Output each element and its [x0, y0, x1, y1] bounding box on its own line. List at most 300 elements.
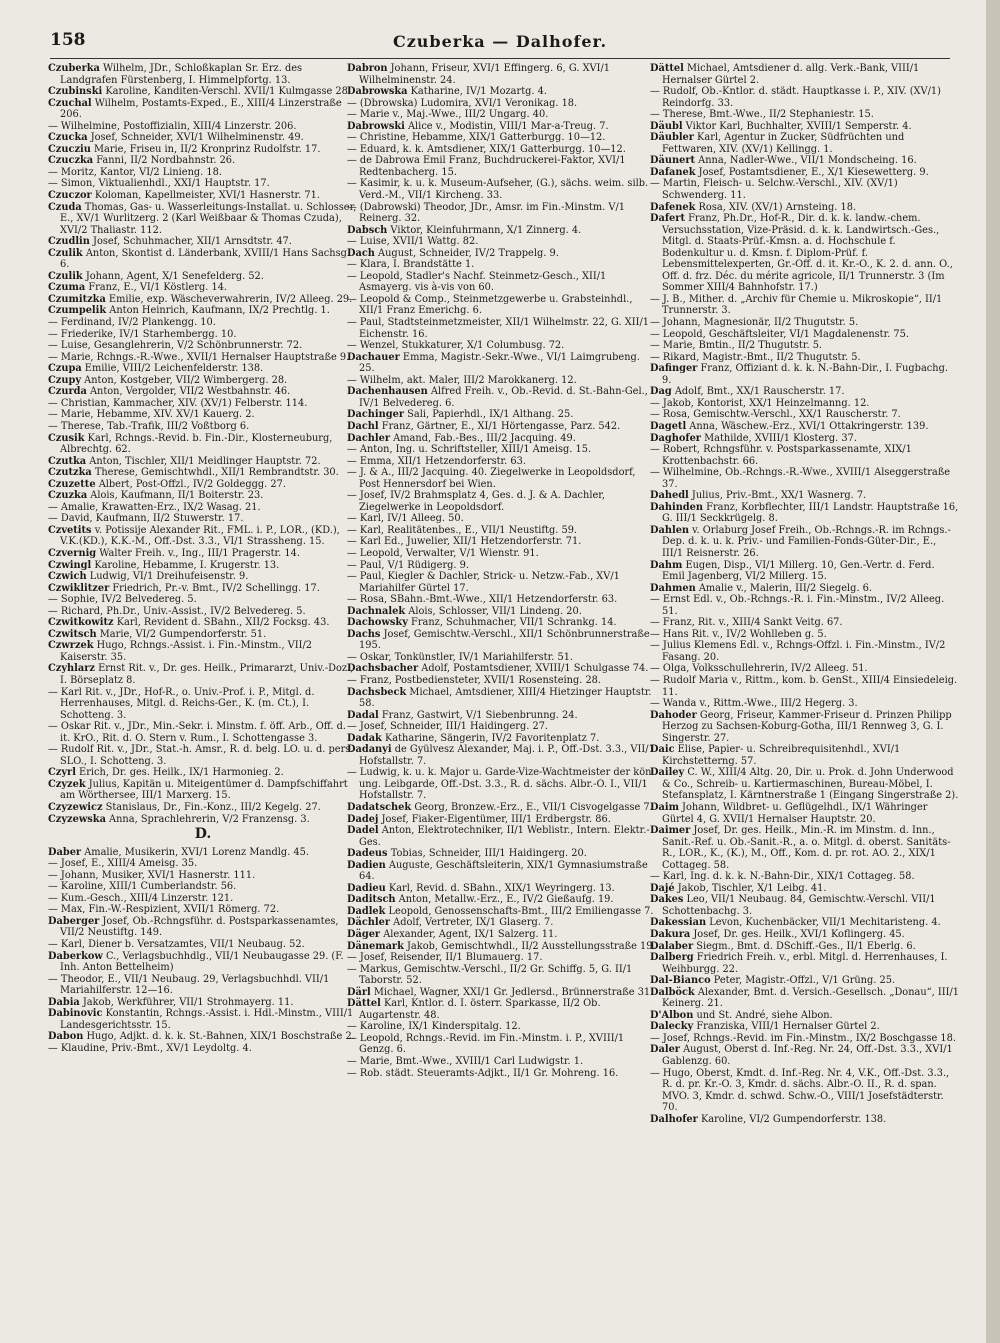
entry-details: Ernst Rit. v., Dr. ges. Heilk., Primararzt, Univ.-Doz., I. Börseplatz 8. [60, 663, 354, 686]
entry-details: — Josef, Schneider, III/1 Haidingerg. 27. [347, 721, 549, 733]
directory-entry [48, 456, 358, 468]
directory-entry [650, 1021, 960, 1033]
entry-surname: Dach [347, 247, 375, 259]
entry-surname: D'Albon [650, 1009, 694, 1021]
directory-entry [650, 1114, 960, 1126]
entry-details: — Christian, Kammacher, XIV. (XV/1) Felberstr. 114. [48, 397, 308, 409]
directory-entry [347, 1068, 657, 1080]
entry-details: Viktor Karl, Buchhalter, XVIII/1 Semperstr. 4. [682, 120, 912, 132]
entry-surname: Dadal [347, 709, 379, 721]
directory-entry [650, 894, 960, 917]
entry-details: — Karl, Realitätenbes., E., VII/1 Neustiftg. 59. [347, 524, 578, 536]
directory-entry [347, 144, 657, 156]
directory-entry [347, 1033, 657, 1056]
entry-details: — Leopold, Geschäftsleiter, VI/1 Magdalenenstr. 75. [650, 328, 910, 340]
directory-entry [650, 1010, 960, 1022]
entry-surname: Czyrl [48, 767, 76, 779]
directory-entry [650, 490, 960, 502]
entry-details: Adolf, Vertreter, IX/1 Glaserg. 7. [390, 917, 554, 929]
entry-details: Karl, Revident d. SBahn., XII/2 Focksg. 43. [113, 617, 330, 629]
directory-entry [650, 467, 960, 490]
directory-entry [650, 987, 960, 1010]
entry-surname: Dabia [48, 996, 80, 1008]
directory-entry [347, 721, 657, 733]
directory-entry [48, 144, 358, 156]
entry-surname: Dadanyi [347, 744, 392, 756]
directory-entry [650, 202, 960, 214]
directory-entry [650, 941, 960, 953]
entry-details: Jakob, Gemischtwhdl., II/2 Ausstellungsstraße 19. [403, 940, 656, 952]
entry-surname: Dachsbacher [347, 663, 419, 675]
directory-entry [48, 202, 358, 237]
entry-details: Rosa, XIV. (XV/1) Arnsteing. 18. [695, 201, 857, 213]
entry-surname: Däunert [650, 155, 696, 167]
entry-surname: Dag [650, 386, 672, 398]
entry-details: Johann, Agent, X/1 Senefelderg. 52. [82, 270, 264, 282]
directory-entry [347, 513, 657, 525]
directory-entry [347, 1056, 657, 1068]
entry-details: und St. André, siehe Albon. [693, 1009, 833, 1021]
directory-entry [347, 675, 657, 687]
entry-details: Anton, Metallw.-Erz., E., IV/2 Gießaufg. 19. [395, 894, 614, 906]
entry-details: Siegm., Bmt. d. DSchiff.-Ges., II/1 Eberlg. 6. [693, 940, 916, 952]
directory-entry [347, 629, 657, 652]
entry-surname: Dachl [347, 420, 379, 432]
entry-surname: Dalhofer [650, 1113, 698, 1125]
directory-entry [650, 178, 960, 201]
entry-details: — (Dbrowska) Ludomira, XVI/1 Veronikag. 18. [347, 97, 578, 109]
entry-details: Friedrich, Pr.-v. Bmt., IV/2 Schellingg. 17. [109, 582, 320, 594]
entry-details: Friedrich Freih. v., erbl. Mitgl. d. Herrenhauses, I. Weihburgg. 22. [662, 952, 948, 975]
entry-surname: Czwingl [48, 559, 92, 571]
entry-details: v. Potissije Alexander Rit., FML. i. P., LOR., (KD.), V.K.(KD.), K.K.-M., Off.-Dst. 3.3., VI/1 Strassheng. 15. [60, 524, 340, 548]
entry-details: Franz, Schuhmacher, VII/1 Schrankg. 14. [407, 617, 617, 629]
entry-details: — Hugo, Oberst, Kmdt. d. Inf.-Reg. Nr. 4, V.K., Off.-Dst. 3.3., R. d. pr. Kr.-O. 3, Kmdr. d. sächs. Albr.-O. II., R. d. span. MVO. 3, Kmdr. d. schwd. Schw.-O., VIII/1 Josefstädterstr. 70. [650, 1067, 950, 1114]
entry-details: — Rudolf Rit. v., JDr., Stat.-h. Amsr., R. d. belg. LO. u. d. pers. SLO., I. Schotteng. 3. [48, 744, 354, 767]
entry-details: — Wilhelmine, Ob.-Rchngs.-R.-Wwe., XVIII/1 Alseggerstraße 37. [650, 467, 951, 490]
entry-surname: Däubl [650, 120, 683, 132]
directory-entry [347, 987, 657, 999]
entry-surname: Dachauer [347, 351, 400, 363]
entry-details: Franz, E., VI/1 Köstlerg. 14. [85, 282, 228, 294]
entry-surname: Dadien [347, 859, 386, 871]
entry-details: — Paul, Kiegler & Dachler, Strick- u. Netzw.-Fab., XV/1 Mariahilfer Gürtel 17. [347, 571, 620, 594]
directory-entry [48, 663, 358, 686]
entry-details: — J. & A., III/2 Jacquing. 40. Ziegelwerke in Leopoldsdorf, Post Hennersdorf bei Wien. [347, 467, 636, 490]
directory-entry [48, 190, 358, 202]
entry-details: — Rosa, SBahn.-Bmt.-Wwe., XII/1 Hetzendorferstr. 63. [347, 594, 618, 606]
entry-details: Josef, Ob.-Rchngsführ. d. Postsparkassenamtes, VII/2 Neustiftg. 149. [60, 915, 339, 939]
column-2 [347, 63, 657, 1325]
entry-details: Karoline, Kanditen-Verschl. XVII/1 Kulmgasse 28. [102, 86, 351, 98]
directory-entry [650, 213, 960, 294]
directory-entry [48, 802, 358, 814]
entry-surname: Czuzette [48, 478, 96, 490]
entry-surname: Czudlin [48, 236, 90, 248]
directory-entry [347, 617, 657, 629]
directory-entry [347, 433, 657, 445]
entry-details: — Wenzel, Stukkaturer, X/1 Columbusg. 72. [347, 340, 565, 352]
directory-entry [347, 409, 657, 421]
entry-details: Koloman, Kapellmeister, XVI/1 Hasnerstr. 71. [91, 190, 320, 202]
directory-entry [48, 317, 358, 329]
directory-entry [347, 386, 657, 409]
entry-details: Franz, Gärtner, E., XI/1 Hörtengasse, Parz. 542. [378, 420, 621, 432]
entry-details: Alfred Freih. v., Ob.-Revid. d. St.-Bahn-Gel., IV/1 Belvedereg. 6. [359, 386, 648, 409]
entry-surname: Czwich [48, 571, 87, 583]
entry-surname: Dagetl [650, 420, 687, 432]
entry-surname: Dal-Bianco [650, 975, 711, 987]
directory-entry [347, 178, 657, 201]
entry-surname: Daberkow [48, 950, 103, 962]
directory-entry [48, 340, 358, 352]
entry-details: — Hans Rit. v., IV/2 Wohlleben g. 5. [650, 628, 827, 640]
directory-entry [650, 525, 960, 560]
entry-surname: Dachowsky [347, 617, 408, 629]
entry-details: — Rudolf, Ob.-Kntlor. d. städt. Hauptkasse i. P., XIV. (XV/1) Reindorfg. 33. [650, 86, 941, 109]
directory-entry [48, 271, 358, 283]
directory-entry [48, 63, 358, 86]
entry-details: Anton Heinrich, Kaufmann, IX/2 Prechtlg. 1. [106, 305, 330, 317]
directory-entry [650, 1033, 960, 1045]
directory-entry [347, 1021, 657, 1033]
entry-details: Alexander, Bmt. d. Versich.-Gesellsch. „Donau“, III/1 Keinerg. 21. [662, 986, 960, 1010]
directory-entry [650, 710, 960, 745]
directory-entry [650, 502, 960, 525]
entry-details: — Therese, Bmt.-Wwe., II/2 Stephaniestr. 15. [650, 109, 874, 121]
directory-entry [650, 952, 960, 975]
directory-entry [650, 329, 960, 341]
entry-details: Julius, Priv.-Bmt., XX/1 Wasnerg. 7. [688, 490, 867, 502]
directory-entry [48, 502, 358, 514]
entry-details: — Theodor, E., VII/1 Neubaug. 29, Verlagsbuchhdl. VII/1 Mariahilferstr. 12—16. [48, 973, 330, 997]
entry-surname: Dakessian [650, 917, 707, 929]
directory-entry [48, 421, 358, 433]
entry-details: Stanislaus, Dr., Fin.-Konz., III/2 Kegelg. 27. [102, 802, 321, 813]
entry-details: — Leopold, Stadler's Nachf. Steinmetz-Gesch., XII/1 Asmayerg. vis à-vis von 60. [347, 270, 607, 294]
directory-entry [48, 583, 358, 595]
entry-details: Anton, Tischler, XII/1 Meidlinger Hauptstr. 72. [86, 455, 321, 467]
directory-entry [48, 881, 358, 893]
entry-details: — Klaudine, Priv.-Bmt., XV/1 Leydoltg. 4. [48, 1042, 252, 1054]
directory-entry [347, 744, 657, 767]
directory-entry [650, 155, 960, 167]
entry-details: C. W., XIII/4 Altg. 20, Dir. u. Prok. d. John Underwood & Co., Schreib- u. Kartiermaschinen, Bureau-Möbel, I. Stefansplatz, I. Kärntnerstraße 1 (Eingang Singerstraße 2). [662, 767, 959, 802]
entry-details: — Markus, Gemischtw.-Verschl., II/2 Gr. Schiffg. 5, G. II/1 Taborstr. 52. [347, 963, 633, 987]
entry-details: — Franz, Rit. v., XIII/4 Sankt Veitg. 67. [650, 617, 843, 629]
entry-details: — Rikard, Magistr.-Bmt., II/2 Thugutstr. 5. [650, 351, 861, 363]
directory-entry [347, 444, 657, 456]
directory-entry [48, 329, 358, 341]
entry-details: Josef, Fiaker-Eigentümer, III/1 Erdbergstr. 86. [378, 813, 611, 825]
entry-details: — Ferdinand, IV/2 Plankengg. 10. [48, 317, 216, 329]
directory-entry [347, 860, 657, 883]
directory-entry [650, 767, 960, 802]
directory-entry [48, 814, 358, 826]
directory-entry [347, 121, 657, 133]
entry-details: Anton, Elektrotechniker, II/1 Weblistr., Intern. Elektr.-Ges. [359, 825, 650, 848]
entry-details: Franz, Korbflechter, III/1 Landstr. Hauptstraße 16, G. III/1 Seckkrügelg. 8. [662, 501, 959, 525]
entry-surname: Czwrzek [48, 640, 94, 652]
directory-entry [347, 340, 657, 352]
directory-entry [650, 583, 960, 595]
directory-entry [650, 663, 960, 675]
header-rule [50, 58, 950, 59]
entry-details: — Eduard, k. k. Amtsdiener, XIX/1 Gatterburgg. 10—12. [347, 143, 626, 155]
entry-details: — Marie, Hebamme, XIV. XV/1 Kauerg. 2. [48, 409, 255, 421]
directory-entry [650, 317, 960, 329]
entry-details: — Simon, Viktualienhdl., XXI/1 Hauptstr. 17. [48, 178, 270, 190]
entry-details: Michael, Wagner, XXI/1 Gr. Jedlersd., Brünnerstraße 31. [370, 986, 654, 998]
entry-surname: Dalecky [650, 1021, 694, 1033]
directory-entry [650, 640, 960, 663]
directory-entry [48, 560, 358, 572]
entry-details: Michael, Amtsdiener d. allg. Verk.-Bank, VIII/1 Hernalser Gürtel 2. [662, 63, 920, 86]
directory-entry [650, 363, 960, 386]
entry-details: Michael, Amtsdiener, XIII/4 Hietzinger Hauptstr. 58. [359, 686, 652, 710]
entry-surname: Dahm [650, 559, 683, 571]
directory-entry [48, 525, 358, 548]
entry-details: Emilie, exp. Wäscheverwahrerin, IV/2 Alleeg. 29. [105, 293, 353, 305]
directory-entry [347, 259, 657, 271]
entry-surname: Dahlen [650, 524, 690, 536]
directory-entry [650, 167, 960, 179]
directory-entry [347, 421, 657, 433]
entry-surname: Dadej [347, 813, 379, 825]
entry-details: — Franz, Postbediensteter, XVII/1 Rosensteing. 28. [347, 674, 602, 686]
directory-entry [48, 721, 358, 744]
entry-details: Franz, Ph.Dr., Hof-R., Dir. d. k. k. landw.-chem. Versuchsstation, Vize-Präsid. d. k. k. Landwirtsch.-Ges., Mitgl. d. Staats-Prüf.-Kmsn. a. d. Hochschule f. Bodenkultur u. d. Kmsn. f. Diplom-Prüf. f. Lebensmittelexperten, Gr.-Off. d. it. Kr.-O., K. 2. d. ann. O., Off. d. frz. Déc. du mérite agricole, II/1 Trunnerstr. 3 (Im Sommer XIII/4 Bahnhofstr. 17.) [662, 213, 953, 294]
entry-surname: Dabon [48, 1031, 84, 1043]
entry-details: Johann, Friseur, XVI/1 Effingerg. 6, G. XVI/1 Wilhelminenstr. 24. [359, 63, 611, 86]
entry-surname: Dabrowska [347, 86, 408, 98]
entry-surname: Dabsch [347, 224, 388, 236]
entry-surname: Dadel [347, 825, 379, 837]
directory-entry [347, 894, 657, 906]
directory-entry [48, 409, 358, 421]
entry-details: Hugo, Rchngs.-Assist. i. Fin.-Minstm., VII/2 Kaiserstr. 35. [60, 640, 313, 663]
entry-surname: Czumitzka [48, 293, 106, 305]
entry-details: Amand, Fab.-Bes., III/2 Jacquing. 49. [390, 432, 576, 444]
directory-entry [48, 513, 358, 525]
entry-details: Josef, Schuhmacher, XII/1 Arnsdtstr. 47. [89, 236, 292, 248]
entry-details: Anna, Wäschew.-Erz., XVI/1 Ottakringerstr. 139. [686, 420, 929, 432]
directory-entry [48, 640, 358, 663]
entry-surname: Czvernig [48, 547, 97, 559]
entry-details: Adolf, Bmt., XX/1 Rauscherstr. 17. [671, 386, 845, 398]
directory-entry [650, 444, 960, 467]
entry-details: — Karl, IV/1 Alleeg. 50. [347, 513, 464, 525]
entry-surname: Czwitsch [48, 628, 97, 640]
entry-details: Eugen, Disp., VI/1 Millerg. 10, Gen.-Vertr. d. Ferd. Emil Jagenberg, VI/2 Millerg. 15. [662, 559, 935, 583]
entry-details: Karl, Agentur in Zucker, Südfrüchten und Fettwaren, XIV. (XV/1) Kellingg. 1. [662, 132, 905, 155]
entry-details: — Josef, E., XIII/4 Ameisg. 35. [48, 858, 198, 870]
entry-details: — Karoline, XIII/1 Cumberlandstr. 56. [48, 881, 237, 893]
directory-entry [48, 548, 358, 560]
entry-details: Fanni, II/2 Nordbahnstr. 26. [93, 155, 236, 167]
directory-entry [347, 98, 657, 110]
directory-entry [347, 687, 657, 710]
directory-entry [48, 155, 358, 167]
entry-surname: Czuczor [48, 190, 92, 202]
directory-entry [650, 132, 960, 155]
directory-entry [347, 848, 657, 860]
entry-details: — Josef, Reisender, II/1 Blumauerg. 17. [347, 952, 543, 964]
page-edge [986, 0, 1000, 1343]
directory-entry [347, 236, 657, 248]
entry-surname: Dailey [650, 767, 685, 779]
directory-entry [650, 675, 960, 698]
entry-details: Anna, Sprachlehrerin, V/2 Franzensg. 3. [105, 813, 310, 825]
entry-surname: Dalberg [650, 952, 694, 964]
entry-surname: Dachs [347, 628, 381, 640]
entry-details: Katharine, IV/1 Mozartg. 4. [407, 86, 547, 98]
directory-entry [347, 929, 657, 941]
entry-surname: Czyzewicz [48, 802, 103, 813]
entry-details: Mathilde, XVIII/1 Klosterg. 37. [700, 432, 857, 444]
entry-details: C., Verlagsbuchhdlg., VII/1 Neubaugasse 29. (F. Inh. Anton Bettelheim) [60, 950, 344, 974]
directory-entry [347, 109, 657, 121]
entry-details: — Olga, Volksschullehrerin, IV/2 Alleeg. 51. [650, 663, 868, 675]
entry-details: Karoline, Hebamme, I. Krugerstr. 13. [91, 559, 280, 571]
entry-details: Amalie v., Malerin, III/2 Siegelg. 6. [695, 582, 873, 594]
directory-entry [347, 467, 657, 490]
entry-details: — Karl Ed., Juwelier, XII/1 Hetzendorferstr. 71. [347, 536, 582, 548]
directory-entry [650, 433, 960, 445]
entry-details: — Kasimir, k. u. k. Museum-Aufseher, (G.), sächs. weim. silb. Verd.-M., VII/1 Kircheng. 33. [347, 178, 649, 202]
entry-surname: Dadak [347, 732, 382, 744]
entry-details: — de Dabrowa Emil Franz, Buchdruckerei-Faktor, XVI/1 Redtenbacherg. 15. [347, 155, 626, 178]
directory-entry [650, 594, 960, 617]
entry-surname: Dabron [347, 63, 388, 74]
entry-details: Karl, Rchngs.-Revid. b. Fin.-Dir., Klosterneuburg, Albrechtg. 62. [60, 432, 333, 456]
entry-surname: Dajé [650, 882, 675, 894]
entry-details: — Leopold & Comp., Steinmetzgewerbe u. Grabsteinhdl., XII/1 Franz Emerichg. 6. [347, 293, 633, 317]
directory-entry [650, 121, 960, 133]
directory-entry [48, 294, 358, 306]
entry-details: Elise, Papier- u. Schreibrequisitenhdl., XVI/1 Kirchstetterng. 57. [662, 744, 901, 767]
column-1 [48, 63, 358, 1325]
entry-details: Levon, Kuchenbäcker, VII/1 Mechitaristeng. 4. [706, 917, 941, 929]
directory-entry [650, 1044, 960, 1067]
directory-entry [650, 340, 960, 352]
entry-details: — Josef, Rchngs.-Revid. im Fin.-Minstm., IX/2 Boschgasse 18. [650, 1032, 956, 1044]
directory-entry [650, 698, 960, 710]
entry-surname: Czucka [48, 132, 88, 144]
directory-entry [48, 363, 358, 375]
directory-entry [347, 906, 657, 918]
entry-surname: Dadlek [347, 905, 386, 917]
directory-entry [347, 560, 657, 572]
entry-details: — Johann, Magnesionär, II/2 Thugutstr. 5. [650, 317, 859, 329]
directory-entry [48, 352, 358, 364]
directory-entry [48, 375, 358, 387]
entry-surname: Czuberka [48, 63, 100, 74]
entry-details: — Martin, Fleisch- u. Selchw.-Verschl., XIV. (XV/1) Schwenderg. 11. [650, 178, 898, 202]
directory-entry [48, 571, 358, 583]
directory-entry [48, 398, 358, 410]
entry-details: — Leopold, Verwalter, V/1 Wienstr. 91. [347, 547, 539, 559]
entry-surname: Czuda [48, 201, 82, 213]
directory-entry [48, 779, 358, 802]
entry-surname: Dahmen [650, 582, 696, 594]
directory-entry [347, 317, 657, 340]
entry-details: Leopold, Genossenschafts-Bmt., III/2 Emiliengasse 7. [385, 905, 654, 917]
entry-surname: Czwiklitzer [48, 582, 110, 594]
entry-details: — Kum.-Gesch., XIII/4 Linzerstr. 121. [48, 892, 234, 904]
directory-entry [48, 687, 358, 722]
entry-surname: Czyzek [48, 778, 86, 790]
entry-surname: Czuczka [48, 155, 94, 167]
entry-surname: Däubler [650, 132, 694, 144]
entry-details: — Marie, Bmtin., II/2 Thugutstr. 5. [650, 340, 823, 352]
entry-surname: Czuchal [48, 97, 92, 109]
entry-surname: Dalböck [650, 986, 695, 998]
entry-details: Karl, Revid. d. SBahn., XIX/1 Weyringerg. 13. [385, 882, 615, 894]
directory-entry [48, 490, 358, 502]
directory-entry [347, 248, 657, 260]
entry-details: — Rudolf Maria v., Rittm., kom. b. GenSt., XIII/4 Einsiedeleig. 11. [650, 674, 958, 698]
section-letter: D. [194, 826, 212, 843]
entry-details: — Marie, Bmt.-Wwe., XVIII/1 Carl Ludwigstr. 1. [347, 1056, 584, 1068]
entry-surname: Dadieu [347, 882, 386, 894]
entry-details: Katharine, Sängerin, IV/2 Favoritenplatz 7. [381, 732, 600, 744]
entry-details: — Rob. städt. Steueramts-Adjkt., II/1 Gr. Mohreng. 16. [347, 1067, 619, 1079]
entry-details: — Richard, Ph.Dr., Univ.-Assist., IV/2 Belvedereg. 5. [48, 605, 306, 617]
entry-surname: Dakes [650, 894, 684, 906]
entry-details: Julius, Kapitän u. Miteigentümer d. Dampfschiffahrt am Wörthersee, III/1 Marxerg. 15. [60, 778, 348, 802]
directory-entry [347, 767, 657, 802]
entry-details: Thomas, Gas- u. Wasserleitungs-Installat. u. Schlosser, E., XV/1 Wurlitzerg. 2 (Karl Weißbaar & Thomas Czuda), XVI/2 Thaliastr. 112. [60, 201, 357, 236]
directory-entry [347, 490, 657, 513]
directory-entry [48, 847, 358, 859]
entry-details: Hugo, Adjkt. d. k. k. St.-Bahnen, XIX/1 Boschstraße 2. [83, 1031, 355, 1043]
entry-details: Viktor, Kleinfuhrmann, X/1 Zinnerg. 4. [387, 224, 582, 236]
entry-details: Sali, Papierhdl., IX/1 Althang. 25. [404, 409, 574, 421]
directory-entry [48, 767, 358, 779]
entry-surname: Czumpelik [48, 305, 107, 317]
directory-entry [347, 814, 657, 826]
entry-details: — Christine, Hebamme, XIX/1 Gatterburgg. 10—12. [347, 132, 606, 144]
directory-entry [650, 629, 960, 641]
entry-surname: Czvetits [48, 524, 92, 536]
directory-entry [48, 1008, 358, 1031]
entry-details: — Karoline, IX/1 Kinderspitalg. 12. [347, 1021, 521, 1033]
entry-details: Karoline, VI/2 Gumpendorferstr. 138. [697, 1113, 887, 1125]
entry-surname: Daber [48, 846, 82, 858]
directory-entry [347, 917, 657, 929]
entry-details: — Ludwig, k. u. k. Major u. Garde-Vize-Wachtmeister der kön. ung. Leibgarde, Off.-Dst. 3.3., R. d. sächs. Albr.-O. I., VII/1 Hofstallstr. 7. [347, 767, 655, 802]
entry-surname: Czupy [48, 374, 82, 386]
entry-details: — Klara, I. Brandstätte 1. [347, 259, 475, 271]
directory-entry [650, 744, 960, 767]
entry-details: — Johann, Musiker, XVI/1 Hasnerstr. 111. [48, 869, 256, 881]
directory-entry [650, 871, 960, 883]
entry-details: — Josef, IV/2 Brahmsplatz 4, Ges. d. J. & A. Dachler, Ziegelwerke in Leopoldsdorf. [347, 490, 605, 513]
entry-details: v. Orlaburg Josef Freih., Ob.-Rchngs.-R. im Rchngs.-Dep. d. k. u. k. Priv.- und Familien-Fonds-Güter-Dir., E., III/1 Reisnerstr. 26. [662, 524, 951, 559]
entry-surname: Dafert [650, 213, 685, 225]
entry-details: — Wilhelm, akt. Maler, III/2 Marokkanerg. 12. [347, 374, 577, 386]
entry-details: Anton, Skontist d. Länderbank, XVIII/1 Hans Sachsg. 6. [60, 247, 350, 271]
directory-entry [347, 548, 657, 560]
entry-surname: Dachler [347, 432, 391, 444]
entry-details: — David, Kaufmann, II/2 Stuwerstr. 17. [48, 513, 244, 525]
entry-details: — Rosa, Gemischtw.-Verschl., XX/1 Rauscherstr. 7. [650, 409, 901, 421]
entry-details: Emilie, VIII/2 Leichenfelderstr. 138. [81, 363, 264, 375]
entry-surname: Daditsch [347, 894, 396, 906]
entry-surname: Dättel [650, 63, 684, 74]
entry-details: — Anton, Ing. u. Schriftsteller, XIII/1 Ameisg. 15. [347, 444, 592, 456]
